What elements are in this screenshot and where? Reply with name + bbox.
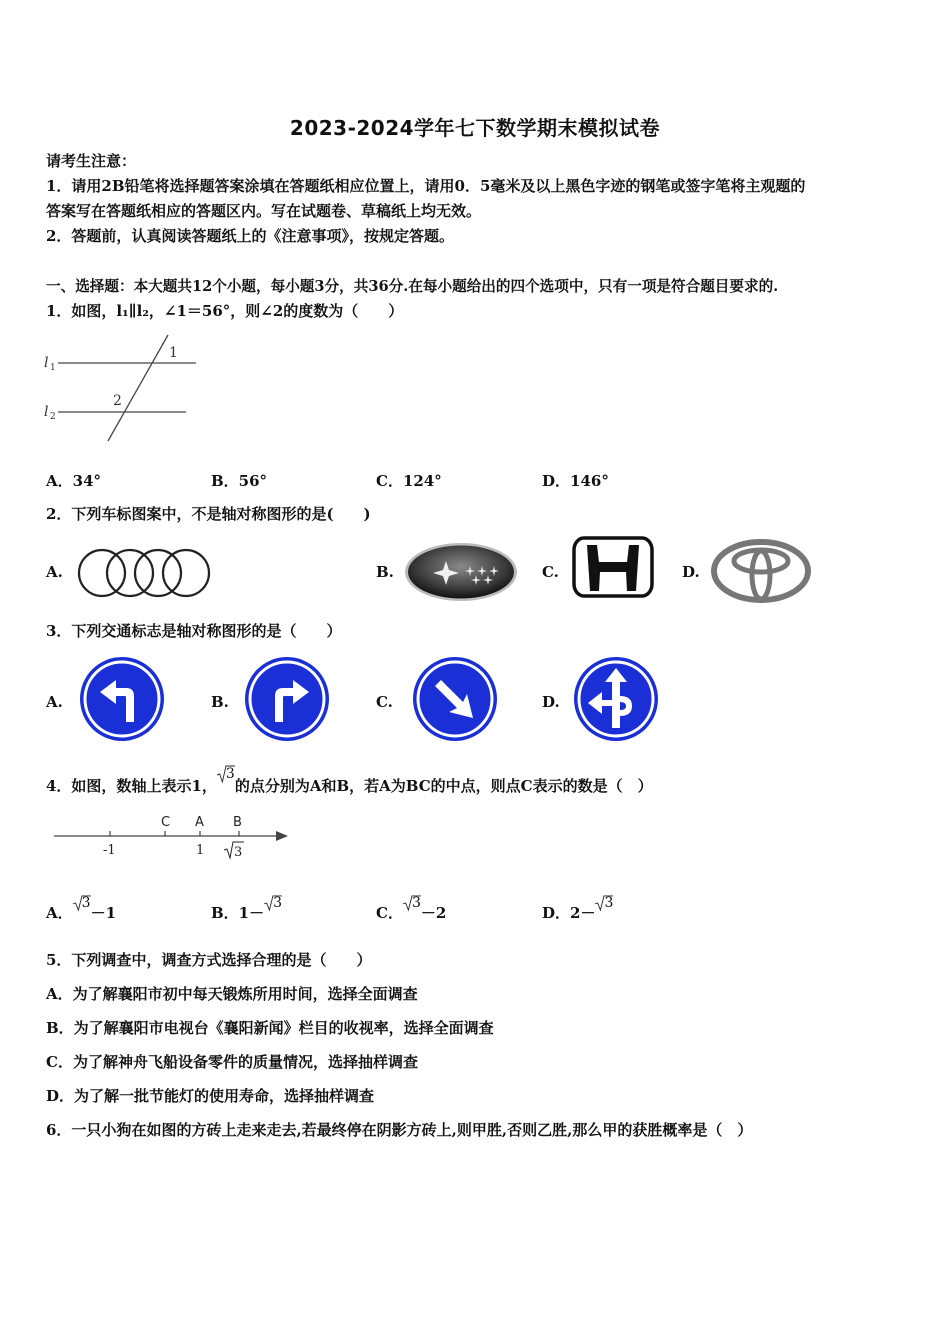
number-line (52, 812, 292, 864)
q4-stem-part1: 4．如图，数轴上表示1， (46, 777, 217, 795)
q5-option-d: D．为了解一批节能灯的使用寿命，选择抽样调查 (46, 1087, 375, 1105)
q2-label-d: D. (682, 563, 700, 581)
q4-stem-sqrt3: 3 (217, 765, 235, 783)
q4-stem (46, 766, 653, 796)
subaru-logo (403, 541, 519, 603)
toyota-logo (710, 539, 812, 603)
l2-label: l (44, 404, 49, 420)
q4-option-c: C． 3－2 (376, 895, 447, 922)
q1-stem: 1．如图，l₁∥l₂，∠1＝56°，则∠2的度数为（ ） (46, 302, 404, 320)
tick-neg1-label: -1 (103, 843, 116, 858)
q5-option-a: A．为了解襄阳市初中每天锻炼所用时间，选择全面调查 (46, 985, 418, 1003)
point-b-label: B (233, 815, 242, 830)
q4-option-a: A． 3－1 (46, 895, 116, 922)
q1-option-a: A．34° (46, 472, 102, 490)
audi-rings-logo (74, 545, 214, 601)
diagonal-arrow-sign (411, 656, 499, 742)
q2-label-b: B. (376, 563, 394, 581)
q4-option-b: B．1－ 3 (211, 895, 283, 922)
l1-label: l (44, 355, 49, 371)
notice-heading: 请考生注意： (46, 152, 137, 170)
q1-option-d: D．146° (542, 472, 609, 490)
angle1-label: 1 (169, 345, 178, 361)
turn-left-sign (78, 656, 166, 742)
straight-or-left-sign (572, 656, 660, 742)
l2-subscript: 2 (50, 412, 56, 422)
q3-stem: 3．下列交通标志是轴对称图形的是（ ） (46, 622, 342, 640)
angle2-label: 2 (113, 393, 122, 409)
notice-line1b: 答案写在答题纸相应的答题区内。写在试题卷、草稿纸上均无效。 (46, 202, 482, 220)
q2-label-c: C. (542, 563, 559, 581)
q3-label-c: C. (376, 693, 393, 711)
q3-label-d: D. (542, 693, 560, 711)
section-heading: 一、选择题：本大题共12个小题，每小题3分，共36分.在每小题给出的四个选项中，只有一项是符合题目要求的. (46, 278, 779, 295)
tick-1-label: 1 (196, 843, 205, 858)
q3-label-a: A. (46, 693, 63, 711)
point-a-label: A (195, 815, 204, 830)
notice-line1a: 1．请用2B铅笔将选择题答案涂填在答题纸相应位置上，请用0．5毫米及以上黑色字迹的钢笔或签字笔将主观题的 (46, 177, 806, 195)
q5-option-c: C．为了解神舟飞船设备零件的质量情况，选择抽样调查 (46, 1053, 418, 1071)
tick-sqrt3-label: 3 (234, 845, 243, 860)
q4-stem-part2: 的点分别为A和B，若A为BC的中点，则点C表示的数是（ ） (234, 777, 653, 795)
q2-stem: 2．下列车标图案中，不是轴对称图形的是( ) (46, 505, 371, 523)
page-title: 2023-2024学年七下数学期末模拟试卷 (289, 116, 661, 140)
honda-logo (571, 535, 655, 599)
turn-right-sign (243, 656, 331, 742)
q1-option-b: B．56° (211, 472, 268, 490)
point-c-label: C (161, 815, 171, 830)
q1-option-c: C．124° (376, 472, 442, 490)
q6-stem: 6．一只小狗在如图的方砖上走来走去,若最终停在阴影方砖上,则甲胜,否则乙胜,那么甲的获胜概率是（ ） (46, 1121, 753, 1139)
l1-subscript: 1 (50, 363, 56, 373)
q2-label-a: A. (46, 563, 63, 581)
q3-label-b: B. (211, 693, 229, 711)
notice-line2: 2．答题前，认真阅读答题纸上的《注意事项》，按规定答题。 (46, 227, 454, 245)
q5-option-b: B．为了解襄阳市电视台《襄阳新闻》栏目的收视率，选择全面调查 (46, 1019, 494, 1037)
q1-figure (40, 335, 210, 445)
q5-stem: 5．下列调查中，调查方式选择合理的是（ ） (46, 951, 372, 969)
q4-option-d: D．2－ 3 (542, 895, 614, 922)
